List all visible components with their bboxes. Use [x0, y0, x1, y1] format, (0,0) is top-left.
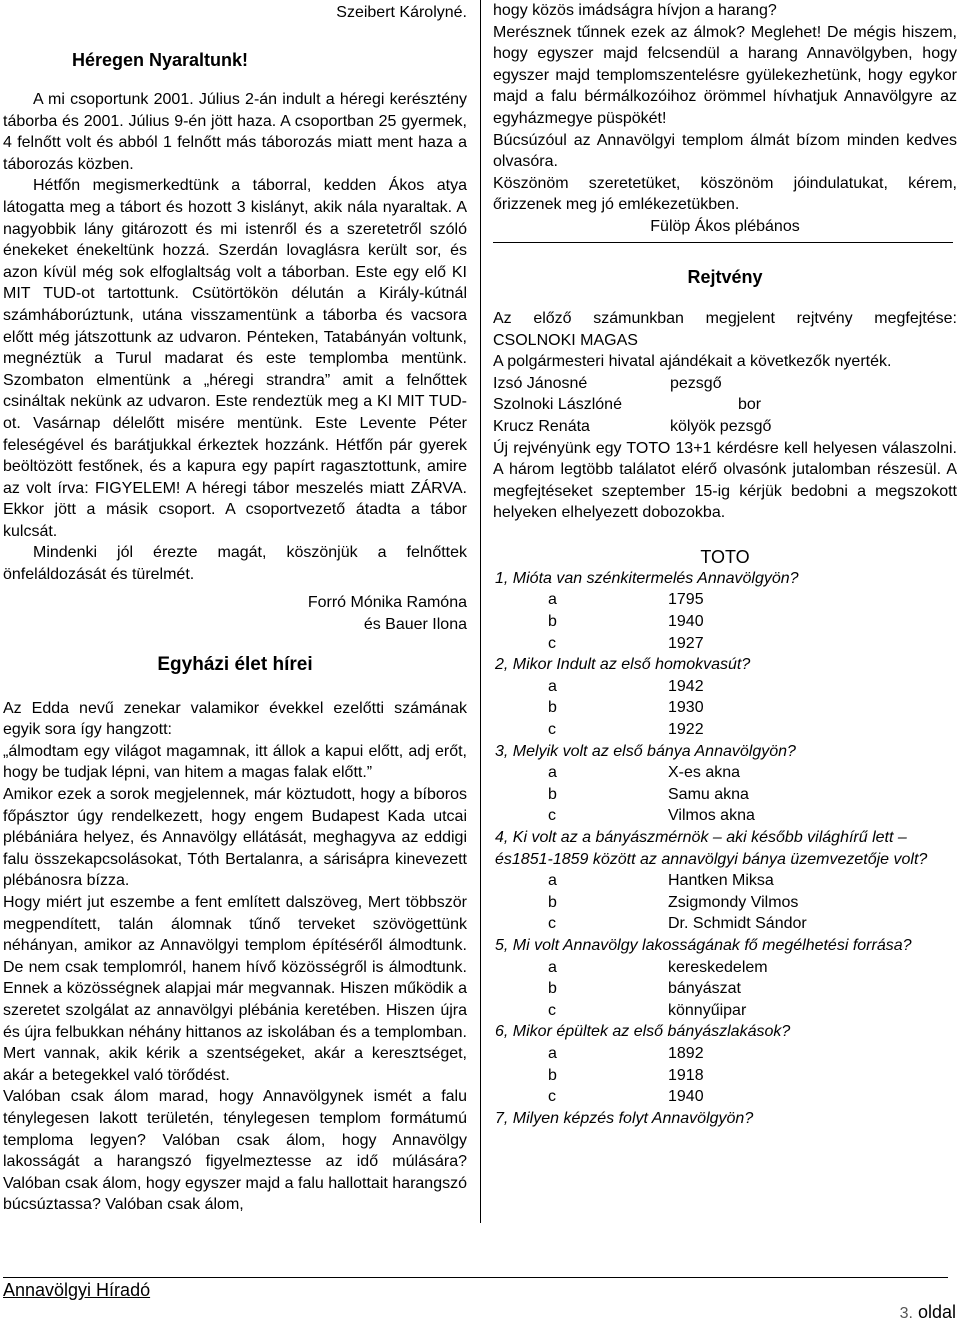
option-letter: a: [548, 872, 557, 890]
winner-prize: bor: [738, 396, 762, 414]
option-letter: a: [548, 677, 557, 695]
winner-row: [493, 416, 957, 438]
toto-option: [493, 913, 957, 935]
option-letter: b: [548, 893, 557, 911]
toto-option: [493, 633, 957, 655]
winner-row: [493, 373, 957, 395]
page-word: oldal: [917, 1302, 956, 1322]
toto-option: [493, 892, 957, 914]
toto-option: [493, 957, 957, 979]
camp-paragraph: Mindenki jól érezte magát, köszönjük a felnőttek önfeláldozását és türelmét.: [3, 544, 467, 584]
toto-option: [493, 676, 957, 698]
option-value: könnyűipar: [668, 1001, 747, 1019]
church-paragraph: Merésznek tűnnek ezek az álmok? Meglehet! De mégis hiszem, hogy egyszer majd felcsendül a harang Annavölgyben, hogy egyszer majd templomszentelésre gyülekezhetünk, hogy egykor majd a falu bérmálkozóihoz örömmel hívhatjuk Annavölgyre az egyházmegye püspökét!: [493, 23, 957, 127]
camp-paragraph: A mi csoportunk 2001. Július 2-án indult a héregi kerésztény táborba és 2001. Július 9-én jött haza. A csoportban 25 gyermek, 4 felnőtt volt és abból 1 felnőtt más táborozás miatt ment haza a táborozás közben.: [3, 91, 467, 173]
option-value: Hantken Miksa: [668, 872, 774, 890]
author-2-line: Forró Mónika Ramóna: [307, 593, 467, 611]
option-value: 1927: [668, 634, 704, 652]
option-letter: c: [548, 634, 556, 652]
winner-name: Izsó Jánosné: [493, 374, 588, 392]
option-value: 1892: [668, 1044, 704, 1062]
toto-option: [493, 870, 957, 892]
toto-option: [493, 805, 957, 827]
right-column: [493, 0, 957, 1129]
option-letter: c: [548, 807, 556, 825]
church-paragraph: Az Edda nevű zenekar valamikor évekkel ezelőtti számának egyik sora így hangzott:: [3, 699, 467, 739]
option-letter: a: [548, 958, 557, 976]
toto-option: [493, 762, 957, 784]
author-1: Szeibert Károlyné.: [336, 4, 467, 21]
toto-option: [493, 784, 957, 806]
option-value: Samu akna: [668, 785, 749, 803]
option-value: 1922: [668, 721, 704, 739]
article-title-puzzle: Rejtvény: [687, 266, 763, 287]
footer-paper-title: Annavölgyi Híradó: [3, 1280, 151, 1300]
page-number: 3.: [899, 1305, 913, 1322]
toto-option: [493, 611, 957, 633]
toto-option: [493, 1000, 957, 1022]
church-paragraph: hogy közös imádságra hívjon a harang?: [493, 2, 777, 19]
toto-question: 1, Mióta van szénkitermelés Annavölgyön?: [495, 569, 799, 587]
option-value: Vilmos akna: [668, 807, 755, 825]
left-column: [3, 0, 467, 1216]
toto-question: 5, Mi volt Annavölgy lakosságának fő megélhetési forrása?: [495, 936, 912, 954]
option-value: 1942: [668, 677, 704, 695]
option-letter: b: [548, 699, 557, 717]
option-letter: b: [548, 613, 557, 631]
option-letter: c: [548, 1088, 556, 1106]
church-paragraph: Amikor ezek a sorok megjelennek, már köztudott, hogy a bíboros főpásztor úgy rendelkezett, hogy engem Budapest Kada utcai plébániára helyez, és Annavölgy ellátását, meghagyva az eddigi falu összekapcsolásokat, Tóth Bertalanra, a sárisápra kinevezett plébánosra bízza.: [3, 786, 467, 890]
option-letter: b: [548, 980, 557, 998]
winner-prize: pezsgő: [670, 374, 722, 392]
author-2-line: és Bauer Ilona: [363, 615, 467, 633]
option-letter: c: [548, 721, 556, 739]
toto-option: [493, 1043, 957, 1065]
author-2: [3, 592, 467, 636]
option-letter: a: [548, 591, 557, 609]
winner-name: Krucz Renáta: [493, 417, 590, 435]
toto-option: [493, 1065, 957, 1087]
footer-rule: [3, 1277, 948, 1278]
puzzle-intro: Az előző számunkban megjelent rejtvény megfejtése: CSOLNOKI MAGAS: [493, 309, 957, 349]
option-letter: a: [548, 1044, 557, 1062]
toto-question: 7, Milyen képzés folyt Annavölgyön?: [495, 1109, 754, 1127]
option-letter: b: [548, 785, 557, 803]
toto-option: [493, 1086, 957, 1108]
church-quote: „álmodtam egy világot magamnak, itt állok a kapui előtt, adj erőt, hogy be tudjak lépni, van hitem a magas falak előtt.”: [3, 742, 467, 782]
toto-option: [493, 589, 957, 611]
option-value: Zsigmondy Vilmos: [668, 893, 799, 911]
toto-questions: [493, 568, 957, 1129]
toto-option: [493, 719, 957, 741]
toto-question: 3, Melyik volt az első bánya Annavölgyön?: [495, 742, 796, 760]
option-value: 1940: [668, 1088, 704, 1106]
toto-question: 4, Ki volt az a bányászmérnök – aki később világhírű lett – és1851-1859 között az annavölgyi bánya üzemvezetője volt?: [495, 829, 928, 868]
option-letter: a: [548, 764, 557, 782]
signature: Fülöp Ákos plébános: [650, 217, 800, 235]
church-paragraph: Búcsúzóul az Annavölgyi templom álmát bízom minden kedves olvasóra.: [493, 131, 957, 171]
article-title-church: Egyházi élet hírei: [157, 653, 313, 675]
camp-paragraph: Hétfőn megismerkedtünk a táborral, kedden Ákos atya látogatta meg a tábort és hozott 3 kislányt, akik nála nyaraltak. A nagyobbik lány gitározott és mi istenről és a szeretetről szóló énekeket énekeltünk hozzá. Szerdán lovaglásra került sor, és azon kívül még sok elfoglaltság volt a táborban. Este egy elő KI MIT TUD-ot tartottunk. Csütörtökön délután a Király-kútnál számháborúztunk, utána visszamentünk a táborba és vacsora előtt még játszottunk az udvaron. Pénteken, Tatabányán voltunk, megnéztük a Turul madarat és este templomba mentünk. Szombaton elmentünk a „héregi strandra” amit a felnőttek csináltak nekünk az udvaron. Este rendeztük meg a KI MIT TUD-ot. Vasárnap délelőtt misére mentünk. Este Levente Péter feleségével és barátjukkal érkeztek hozzánk. Hétfőn pár gyerek beöltözött festőnek, és a kapura egy papírt ragasztottunk, amire az volt írva: FIGYELEM! A héregi tábor meszelés miatt ZÁRVA. Ekkor jött a másik csoport. A csoportvezető átadta a tábor kulcsát.: [3, 177, 467, 540]
winner-row: [493, 394, 957, 416]
option-value: X-es akna: [668, 764, 741, 782]
option-value: 1918: [668, 1066, 704, 1084]
option-value: 1940: [668, 613, 704, 631]
article-title-camp: Héregen Nyaraltunk!: [71, 50, 249, 70]
toto-question: 2, Mikor Indult az első homokvasút?: [495, 656, 751, 674]
option-value: 1930: [668, 699, 704, 717]
toto-question: 6, Mikor épültek az első bányászlakások?: [495, 1023, 791, 1041]
toto-option: [493, 697, 957, 719]
toto-option: [493, 978, 957, 1000]
option-letter: c: [548, 915, 556, 933]
option-value: kereskedelem: [668, 958, 768, 976]
option-letter: c: [548, 1001, 556, 1019]
option-letter: b: [548, 1066, 557, 1084]
church-paragraph: Hogy miért jut eszembe a fent említett dalszöveg, Mert többször megpendített, talán álomnak tűnő terveket szövögettünk néhányan, amikor az Annavölgyi templom építéséről álmodtunk. De nem csak templomról, hanem hívő közösségről is álmodtunk. Ennek a közösségnek alapjai már megvannak. Hiszen működik a szeretet szolgálat az annavölgyi plébánia keretében. Hiszen újra és újra felbukkan néhány hittanos az iskolában és a templomban. Mert vannak, akik kérik a szentségeket, akár a keresztséget, akár a betegekkel való törődést.: [3, 894, 467, 1084]
option-value: bányászat: [668, 980, 741, 998]
new-puzzle-text: Új rejvényünk egy TOTO 13+1 kérdésre kell helyesen válaszolni. A három legtöbb találatot elérő olvasónk jutalomban részesül. A megfejtéseket szeptember 15-ig kérjük bedobni a megszokott helyeken elhelyezett dobozokba.: [493, 439, 957, 522]
winner-name: Szolnoki Lászlóné: [493, 396, 622, 414]
church-paragraph: Valóban csak álom marad, hogy Annavölgynek ismét a falu ténylegesen lakott területén, ténylegesen templom formátumú temploma legyen? Valóban csak álom, hogy Annavölgy lakosságát a harangszó figyelmeztesse az idő múlására? Valóban csak álom, hogy egyszer majd a falu hallottait harangszó búcsúztassa? Valóban csak álom,: [3, 1088, 467, 1214]
church-paragraph: Köszönöm szeretetüket, köszönöm jóindulatukat, kérem, őrizzenek meg jó emlékezetükben.: [493, 174, 957, 214]
option-value: Dr. Schmidt Sándor: [668, 915, 807, 933]
option-value: 1795: [668, 591, 704, 609]
footer-page-number: [900, 1302, 956, 1323]
column-divider: [480, 0, 481, 1223]
winner-prize: kölyök pezsgő: [670, 417, 772, 435]
winners-intro: A polgármesteri hivatal ajándékait a következők nyerték.: [493, 353, 892, 371]
toto-title: TOTO: [700, 546, 750, 567]
